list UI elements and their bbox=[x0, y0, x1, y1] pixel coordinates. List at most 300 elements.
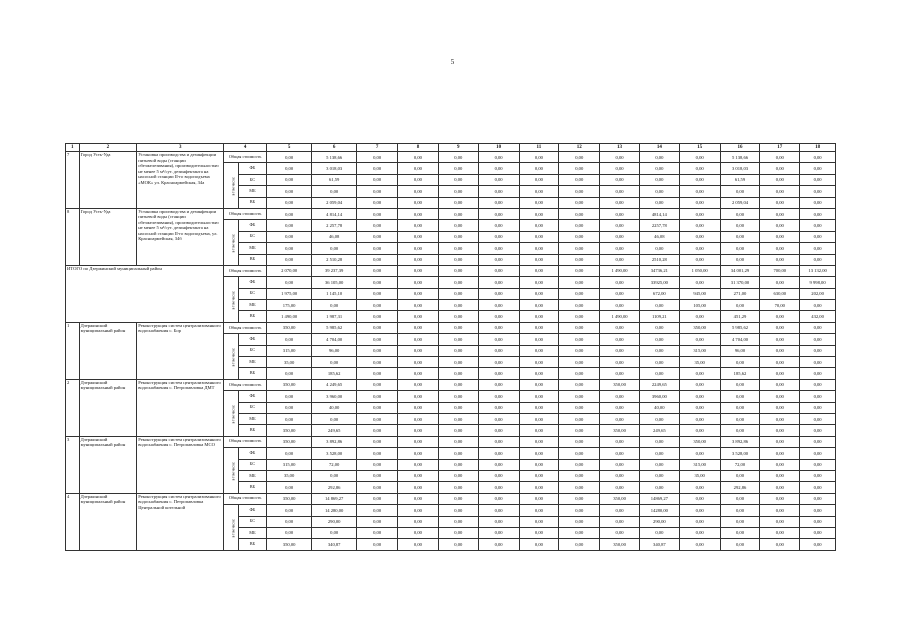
table-cell: 0,00 bbox=[398, 186, 439, 197]
table-cell: 0,00 bbox=[312, 413, 357, 424]
table-cell: 0,00 bbox=[600, 174, 640, 185]
table-cell: 0,00 bbox=[398, 539, 439, 550]
table-cell: 0,00 bbox=[267, 174, 312, 185]
table-cell: 0,00 bbox=[760, 334, 800, 345]
table-cell: 0,00 bbox=[519, 357, 559, 368]
table-cell: 672,00 bbox=[639, 288, 679, 299]
in-that-number-text: в том числе: bbox=[231, 518, 236, 538]
table-cell: 340,87 bbox=[312, 539, 357, 550]
table-cell: 292,86 bbox=[312, 482, 357, 493]
table-cell: 5 985,62 bbox=[720, 322, 760, 333]
table-cell: 61,59 bbox=[720, 174, 760, 185]
table-cell: 0,00 bbox=[357, 425, 398, 436]
funding-source-label: БС bbox=[238, 231, 266, 242]
table-cell: 0,00 bbox=[600, 243, 640, 254]
table-cell: 0,00 bbox=[800, 208, 836, 219]
table-cell: 0,00 bbox=[559, 197, 600, 208]
table-cell: 0,00 bbox=[398, 208, 439, 219]
table-cell: 0,00 bbox=[438, 197, 478, 208]
table-cell: 40,00 bbox=[639, 402, 679, 413]
table-cell: 0,00 bbox=[760, 436, 800, 447]
table-cell: 0,00 bbox=[559, 391, 600, 402]
table-cell: 0,00 bbox=[720, 516, 760, 527]
table-cell: 315,00 bbox=[267, 459, 312, 470]
table-cell: 0,00 bbox=[639, 459, 679, 470]
table-cell: 0,00 bbox=[478, 391, 519, 402]
table-cell: 0,00 bbox=[679, 402, 720, 413]
table-cell: 0,00 bbox=[519, 152, 559, 163]
table-cell: 0,00 bbox=[679, 527, 720, 538]
table-cell: 0,00 bbox=[559, 345, 600, 356]
table-cell: 0,00 bbox=[438, 505, 478, 516]
table-cell: 0,00 bbox=[519, 174, 559, 185]
table-cell: 0,00 bbox=[519, 436, 559, 447]
table-row bbox=[66, 152, 836, 163]
table-cell: 0,00 bbox=[357, 539, 398, 550]
table-cell: 0,00 bbox=[600, 448, 640, 459]
table-cell: 0,00 bbox=[357, 243, 398, 254]
table-cell: 0,00 bbox=[760, 197, 800, 208]
table-cell: 0,00 bbox=[519, 163, 559, 174]
table-cell: 350,00 bbox=[267, 493, 312, 504]
column-header: 10 bbox=[478, 144, 519, 152]
table-cell: 0,00 bbox=[720, 470, 760, 481]
table-cell: 0,00 bbox=[639, 322, 679, 333]
table-cell: 0,00 bbox=[800, 516, 836, 527]
table-cell: 700,00 bbox=[760, 265, 800, 276]
table-cell: 0,00 bbox=[559, 220, 600, 231]
table-cell: 2 059,04 bbox=[720, 197, 760, 208]
table-cell: 0,00 bbox=[559, 311, 600, 322]
table-cell: 0,00 bbox=[398, 311, 439, 322]
table-cell: 0,00 bbox=[559, 231, 600, 242]
total-cost-label: Общая стоимость bbox=[224, 493, 267, 504]
table-cell: 0,00 bbox=[398, 470, 439, 481]
table-cell: 350,00 bbox=[267, 379, 312, 390]
table-cell: 432,00 bbox=[800, 311, 836, 322]
table-cell: 0,00 bbox=[559, 265, 600, 276]
table-cell: 0,00 bbox=[519, 459, 559, 470]
funding-source-label: ФБ bbox=[238, 505, 266, 516]
table-cell: 0,00 bbox=[559, 425, 600, 436]
table-cell: 350,00 bbox=[267, 436, 312, 447]
table-cell: 0,00 bbox=[720, 527, 760, 538]
table-cell: 0,00 bbox=[357, 413, 398, 424]
municipality-name: Дзержинский муниципальный район bbox=[79, 493, 137, 550]
table-cell: 0,00 bbox=[267, 231, 312, 242]
table-cell: 0,00 bbox=[639, 448, 679, 459]
table-cell: 105,00 bbox=[679, 300, 720, 311]
table-cell: 0,00 bbox=[438, 208, 478, 219]
project-description: Реконструкция систем централизованного водоснабжения с. Петропавловка МСО bbox=[137, 436, 224, 493]
table-cell: 0,00 bbox=[800, 505, 836, 516]
table-cell: 0,00 bbox=[519, 277, 559, 288]
funding-source-label: ВБ bbox=[238, 368, 266, 379]
table-cell: 0,00 bbox=[679, 482, 720, 493]
table-cell: 0,00 bbox=[519, 300, 559, 311]
table-cell: 0,00 bbox=[679, 413, 720, 424]
municipality-name: Дзержинский муниципальный район bbox=[79, 436, 137, 493]
column-header: 13 bbox=[600, 144, 640, 152]
table-cell: 0,00 bbox=[438, 527, 478, 538]
table-cell: 0,00 bbox=[398, 288, 439, 299]
table-cell: 0,00 bbox=[519, 448, 559, 459]
table-cell: 0,00 bbox=[519, 220, 559, 231]
table-cell: 0,00 bbox=[760, 322, 800, 333]
table-cell: 0,00 bbox=[760, 448, 800, 459]
table-cell: 0,00 bbox=[800, 539, 836, 550]
table-cell: 0,00 bbox=[398, 516, 439, 527]
funding-source-label: БС bbox=[238, 459, 266, 470]
in-that-number-text: в том числе: bbox=[231, 176, 236, 196]
table-cell: 0,00 bbox=[760, 527, 800, 538]
column-header: 14 bbox=[639, 144, 679, 152]
funding-source-label: ВБ bbox=[238, 254, 266, 265]
table-cell: 0,00 bbox=[267, 527, 312, 538]
table-cell: 0,00 bbox=[600, 345, 640, 356]
table-cell: 0,00 bbox=[267, 505, 312, 516]
table-cell: 0,00 bbox=[600, 300, 640, 311]
table-cell: 0,00 bbox=[519, 197, 559, 208]
table-cell: 3 892,86 bbox=[720, 436, 760, 447]
table-cell: 0,00 bbox=[760, 152, 800, 163]
table-cell: 0,00 bbox=[720, 425, 760, 436]
table-cell: 34736,21 bbox=[639, 265, 679, 276]
table-cell: 0,00 bbox=[559, 493, 600, 504]
table-cell: 0,00 bbox=[478, 288, 519, 299]
column-header: 5 bbox=[267, 144, 312, 152]
table-cell: 0,00 bbox=[800, 493, 836, 504]
table-cell: 0,00 bbox=[679, 254, 720, 265]
table-cell: 0,00 bbox=[398, 402, 439, 413]
table-cell: 0,00 bbox=[267, 254, 312, 265]
table-cell: 0,00 bbox=[478, 448, 519, 459]
funding-source-label: МБ bbox=[238, 243, 266, 254]
table-cell: 0,00 bbox=[639, 174, 679, 185]
table-cell: 14 869,27 bbox=[312, 493, 357, 504]
table-cell: 290,00 bbox=[639, 516, 679, 527]
table-cell: 0,00 bbox=[519, 402, 559, 413]
table-cell: 350,00 bbox=[600, 539, 640, 550]
table-cell: 0,00 bbox=[438, 254, 478, 265]
table-cell: 0,00 bbox=[600, 391, 640, 402]
column-header: 16 bbox=[720, 144, 760, 152]
municipality-name: Дзержинский муниципальный район bbox=[79, 322, 137, 379]
table-cell: 0,00 bbox=[438, 470, 478, 481]
table-cell: 0,00 bbox=[679, 425, 720, 436]
table-cell: 0,00 bbox=[519, 470, 559, 481]
project-description: Реконструкция систем централизованного водоснабжения с. Петропавловка ДМТ bbox=[137, 379, 224, 436]
table-cell: 0,00 bbox=[398, 334, 439, 345]
table-cell: 0,00 bbox=[398, 482, 439, 493]
table-cell: 0,00 bbox=[760, 413, 800, 424]
municipality-name: Дзержинский муниципальный район bbox=[79, 379, 137, 436]
table-cell: 0,00 bbox=[438, 152, 478, 163]
table-cell: 0,00 bbox=[760, 470, 800, 481]
project-description: Установка производства и дезинфекции питьевой воды (станции обезжелезивания), производительностью не менее 5 м³/сут. дезинфектанта на насосной станции II-го водоподъема «МОК» ул. Красноармейская, 34а bbox=[137, 152, 224, 209]
table-cell: 0,00 bbox=[679, 163, 720, 174]
table-cell: 3 018,03 bbox=[720, 163, 760, 174]
table-cell: 0,00 bbox=[559, 277, 600, 288]
table-cell: 0,00 bbox=[478, 186, 519, 197]
table-cell: 0,00 bbox=[679, 220, 720, 231]
table-cell: 0,00 bbox=[438, 277, 478, 288]
table-cell: 0,00 bbox=[800, 163, 836, 174]
table-cell: 0,00 bbox=[559, 402, 600, 413]
table-cell: 0,00 bbox=[760, 493, 800, 504]
funding-source-label: МБ bbox=[238, 527, 266, 538]
table-cell: 290,00 bbox=[312, 516, 357, 527]
table-cell: 0,00 bbox=[800, 231, 836, 242]
table-cell: 0,00 bbox=[639, 334, 679, 345]
table-cell: 1 987,31 bbox=[312, 311, 357, 322]
table-cell: 0,00 bbox=[800, 425, 836, 436]
table-cell: 0,00 bbox=[438, 265, 478, 276]
table-cell: 0,00 bbox=[679, 277, 720, 288]
table-cell: 0,00 bbox=[760, 311, 800, 322]
table-cell: 40,00 bbox=[312, 402, 357, 413]
table-cell: 4 704,00 bbox=[720, 334, 760, 345]
table-cell: 0,00 bbox=[267, 277, 312, 288]
table-cell: 0,00 bbox=[679, 208, 720, 219]
table-cell: 249,65 bbox=[639, 425, 679, 436]
table-cell: 0,00 bbox=[800, 334, 836, 345]
table-cell: 0,00 bbox=[720, 220, 760, 231]
table-cell: 0,00 bbox=[438, 300, 478, 311]
table-cell: 0,00 bbox=[357, 174, 398, 185]
table-cell: 0,00 bbox=[357, 288, 398, 299]
table-cell: 0,00 bbox=[760, 391, 800, 402]
table-cell: 0,00 bbox=[267, 208, 312, 219]
table-cell: 0,00 bbox=[438, 311, 478, 322]
table-cell: 0,00 bbox=[559, 368, 600, 379]
table-cell: 0,00 bbox=[519, 493, 559, 504]
table-cell: 292,86 bbox=[720, 482, 760, 493]
table-cell: 0,00 bbox=[800, 459, 836, 470]
table-cell: 96,00 bbox=[720, 345, 760, 356]
table-cell: 0,00 bbox=[559, 174, 600, 185]
table-cell: 0,00 bbox=[720, 300, 760, 311]
row-number: 3 bbox=[66, 436, 80, 493]
table-cell: 0,00 bbox=[720, 208, 760, 219]
table-cell: 0,00 bbox=[760, 402, 800, 413]
table-cell: 0,00 bbox=[760, 243, 800, 254]
table-cell: 0,00 bbox=[438, 322, 478, 333]
table-cell: 0,00 bbox=[679, 311, 720, 322]
table-cell: 0,00 bbox=[357, 163, 398, 174]
table-cell: 0,00 bbox=[800, 186, 836, 197]
table-cell: 0,00 bbox=[519, 186, 559, 197]
table-cell: 0,00 bbox=[720, 186, 760, 197]
table-cell: 35,00 bbox=[267, 357, 312, 368]
table-cell: 0,00 bbox=[478, 357, 519, 368]
table-cell: 0,00 bbox=[398, 436, 439, 447]
table-cell: 0,00 bbox=[679, 379, 720, 390]
table-cell: 0,00 bbox=[357, 197, 398, 208]
table-cell: 0,00 bbox=[800, 152, 836, 163]
table-cell: 0,00 bbox=[519, 391, 559, 402]
table-cell: 630,00 bbox=[760, 288, 800, 299]
funding-source-label: МБ bbox=[238, 470, 266, 481]
table-cell: 0,00 bbox=[559, 448, 600, 459]
table-cell: 0,00 bbox=[398, 220, 439, 231]
table-cell: 0,00 bbox=[800, 243, 836, 254]
table-cell: 0,00 bbox=[600, 357, 640, 368]
table-cell: 0,00 bbox=[679, 186, 720, 197]
table-cell: 0,00 bbox=[267, 220, 312, 231]
table-cell: 0,00 bbox=[639, 300, 679, 311]
table-cell: 0,00 bbox=[720, 413, 760, 424]
total-cost-label: Общая стоимость bbox=[224, 322, 267, 333]
table-cell: 0,00 bbox=[438, 345, 478, 356]
table-cell: 0,00 bbox=[519, 265, 559, 276]
table-cell: 0,00 bbox=[559, 379, 600, 390]
table-cell: 0,00 bbox=[639, 243, 679, 254]
table-cell: 0,00 bbox=[438, 516, 478, 527]
table-cell: 35,00 bbox=[267, 470, 312, 481]
table-cell: 0,00 bbox=[478, 152, 519, 163]
table-cell: 3 892,86 bbox=[312, 436, 357, 447]
table-cell: 0,00 bbox=[559, 459, 600, 470]
table-cell: 0,00 bbox=[559, 527, 600, 538]
table-cell: 4 249,65 bbox=[312, 379, 357, 390]
table-cell: 0,00 bbox=[398, 243, 439, 254]
table-cell: 3 018,03 bbox=[312, 163, 357, 174]
table-cell: 0,00 bbox=[559, 539, 600, 550]
table-cell: 0,00 bbox=[357, 402, 398, 413]
table-cell: 0,00 bbox=[398, 265, 439, 276]
table-cell: 0,00 bbox=[800, 436, 836, 447]
table-cell: 0,00 bbox=[760, 539, 800, 550]
table-cell: 0,00 bbox=[357, 470, 398, 481]
table-cell: 0,00 bbox=[800, 220, 836, 231]
table-cell: 0,00 bbox=[760, 186, 800, 197]
table-cell: 0,00 bbox=[559, 163, 600, 174]
table-cell: 0,00 bbox=[438, 220, 478, 231]
table-cell: 0,00 bbox=[398, 254, 439, 265]
table-cell: 0,00 bbox=[800, 391, 836, 402]
table-cell: 0,00 bbox=[519, 379, 559, 390]
table-cell: 0,00 bbox=[398, 459, 439, 470]
table-cell: 0,00 bbox=[800, 402, 836, 413]
table-cell: 0,00 bbox=[357, 345, 398, 356]
table-cell: 350,00 bbox=[600, 379, 640, 390]
table-cell: 0,00 bbox=[639, 163, 679, 174]
table-cell: 0,00 bbox=[600, 277, 640, 288]
table-cell: 0,00 bbox=[760, 174, 800, 185]
table-cell: 5 138,66 bbox=[720, 152, 760, 163]
row-number: 7 bbox=[66, 152, 80, 209]
table-cell: 0,00 bbox=[438, 459, 478, 470]
table-cell: 0,00 bbox=[357, 482, 398, 493]
table-cell: 0,00 bbox=[478, 470, 519, 481]
column-header: 8 bbox=[398, 144, 439, 152]
budget-table bbox=[65, 143, 836, 551]
table-cell: 0,00 bbox=[600, 208, 640, 219]
table-row bbox=[66, 436, 836, 447]
funding-source-label: ФБ bbox=[238, 220, 266, 231]
table-cell: 0,00 bbox=[357, 379, 398, 390]
table-cell: 0,00 bbox=[800, 345, 836, 356]
in-that-number-label bbox=[224, 334, 239, 380]
table-cell: 0,00 bbox=[478, 345, 519, 356]
funding-source-label: БС bbox=[238, 288, 266, 299]
table-cell: 315,00 bbox=[679, 345, 720, 356]
in-that-number-label bbox=[224, 391, 239, 437]
column-header: 11 bbox=[519, 144, 559, 152]
table-cell: 0,00 bbox=[478, 231, 519, 242]
table-cell: 0,00 bbox=[398, 379, 439, 390]
table-cell: 0,00 bbox=[312, 357, 357, 368]
table-cell: 5 138,66 bbox=[312, 152, 357, 163]
table-cell: 0,00 bbox=[312, 300, 357, 311]
funding-source-label: БС bbox=[238, 402, 266, 413]
table-cell: 249,65 bbox=[312, 425, 357, 436]
table-cell: 39 237,39 bbox=[312, 265, 357, 276]
row-number: 8 bbox=[66, 208, 80, 265]
table-cell: 0,00 bbox=[639, 436, 679, 447]
table-cell: 0,00 bbox=[398, 197, 439, 208]
table-cell: 0,00 bbox=[312, 186, 357, 197]
column-header: 12 bbox=[559, 144, 600, 152]
table-cell: 0,00 bbox=[438, 436, 478, 447]
table-cell: 350,00 bbox=[600, 425, 640, 436]
table-cell: 0,00 bbox=[639, 186, 679, 197]
table-cell: 0,00 bbox=[679, 243, 720, 254]
table-cell: 0,00 bbox=[357, 322, 398, 333]
table-cell: 0,00 bbox=[720, 254, 760, 265]
table-cell: 0,00 bbox=[312, 527, 357, 538]
table-cell: 14 280,00 bbox=[312, 505, 357, 516]
table-cell: 0,00 bbox=[800, 357, 836, 368]
table-cell: 0,00 bbox=[760, 482, 800, 493]
table-cell: 0,00 bbox=[600, 482, 640, 493]
table-cell: 185,62 bbox=[720, 368, 760, 379]
table-cell: 0,00 bbox=[519, 413, 559, 424]
table-cell: 2510,28 bbox=[639, 254, 679, 265]
table-cell: 0,00 bbox=[800, 527, 836, 538]
table-cell: 0,00 bbox=[720, 391, 760, 402]
table-cell: 0,00 bbox=[478, 300, 519, 311]
table-cell: 3 960,00 bbox=[312, 391, 357, 402]
table-cell: 0,00 bbox=[800, 254, 836, 265]
project-description: Реконструкция систем централизованного водоснабжения с. Бор bbox=[137, 322, 224, 379]
table-cell: 0,00 bbox=[679, 391, 720, 402]
table-cell: 0,00 bbox=[639, 482, 679, 493]
table-cell: 0,00 bbox=[639, 197, 679, 208]
table-cell: 0,00 bbox=[478, 505, 519, 516]
table-cell: 0,00 bbox=[760, 220, 800, 231]
table-cell: 0,00 bbox=[267, 482, 312, 493]
total-cost-label: Общая стоимость bbox=[224, 379, 267, 390]
table-cell: 0,00 bbox=[357, 493, 398, 504]
table-cell: 0,00 bbox=[519, 322, 559, 333]
table-cell: 5 985,62 bbox=[312, 322, 357, 333]
table-cell: 0,00 bbox=[398, 174, 439, 185]
table-cell: 0,00 bbox=[267, 402, 312, 413]
table-cell: 451,29 bbox=[720, 311, 760, 322]
table-cell: 0,00 bbox=[600, 197, 640, 208]
table-cell: 0,00 bbox=[478, 208, 519, 219]
in-that-number-label bbox=[224, 277, 239, 323]
table-cell: 0,00 bbox=[398, 391, 439, 402]
page-number: 5 bbox=[450, 58, 455, 66]
table-cell: 0,00 bbox=[398, 413, 439, 424]
table-cell: 0,00 bbox=[720, 231, 760, 242]
table-cell: 0,00 bbox=[519, 482, 559, 493]
table-cell: 3 528,00 bbox=[720, 448, 760, 459]
table-cell: 0,00 bbox=[519, 368, 559, 379]
